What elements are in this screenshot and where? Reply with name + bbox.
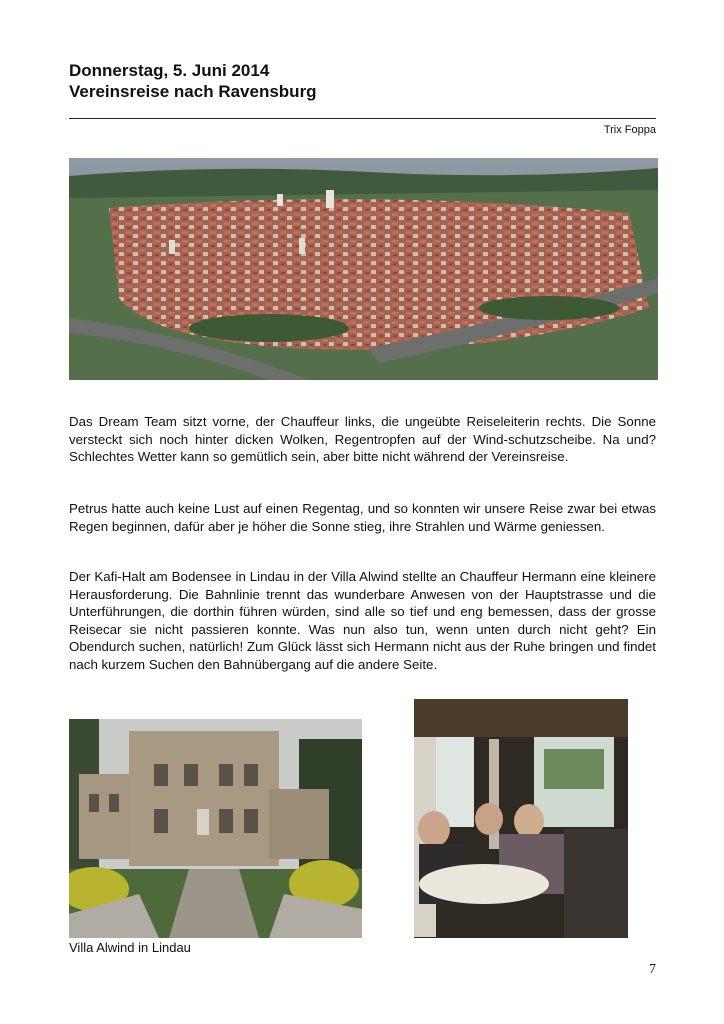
villa-photo-graphic	[69, 719, 362, 938]
aerial-photo-graphic	[69, 158, 658, 380]
page-number: 7	[649, 962, 656, 977]
paragraph-3: Der Kafi-Halt am Bodensee in Lindau in der Villa Alwind stellte an Chauffeur Hermann eine kleinere Herausforderung. Die Bahnlinie trennt das wunderbare Anwesen von der Hauptstrasse und die Unterführungen, die dorthin führen würden, sind alle so tief und eng bemessen, dass der grosse Reisecar sie nicht passieren konnte. Was nun also tun, wenn unten durch nicht geht? Ein Obendurch suchen, natürlich! Zum Glück lässt sich Hermann nicht aus der Ruhe bringen und findet nach kurzem Suchen den Bahnübergang auf die andere Seite.	[69, 569, 656, 672]
header-rule	[69, 118, 656, 119]
aerial-photo-ravensburg	[69, 158, 658, 380]
paragraph-2: Petrus hatte auch keine Lust auf einen Regentag, und so konnten wir unsere Reise zwar bei etwas Regen beginnen, dafür aber je höher die Sonne stieg, ihre Strahlen und Wärme geniessen.	[69, 501, 656, 534]
photo-caption: Villa Alwind in Lindau	[69, 940, 191, 955]
title-date: Donnerstag, 5. Juni 2014	[69, 61, 270, 80]
author: Trix Foppa	[603, 124, 656, 136]
cafe-photo-graphic	[414, 699, 628, 938]
title-subject: Vereinsreise nach Ravensburg	[69, 82, 317, 101]
page-title	[69, 60, 317, 102]
paragraph-1: Das Dream Team sitzt vorne, der Chauffeur links, die ungeübte Reiseleiterin rechts. Die Sonne versteckt sich noch hinter dicken Wolken, Regentropfen auf der Wind-schutzscheibe. Na und? Schlechtes Wetter kann so gemütlich sein, aber bitte nicht während der Vereinsreise.	[69, 414, 656, 465]
villa-alwind-photo	[69, 719, 362, 938]
cafe-interior-photo	[414, 699, 628, 938]
